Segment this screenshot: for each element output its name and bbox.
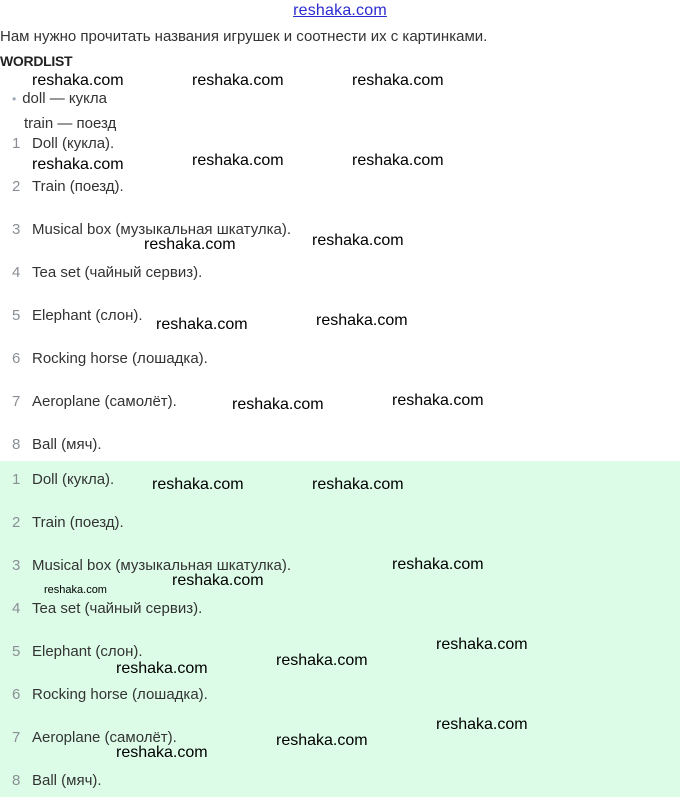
item-number: 8	[12, 436, 21, 453]
watermark-text: reshaka.com	[192, 152, 284, 169]
watermark-text: reshaka.com	[144, 236, 236, 253]
watermark-text: reshaka.com	[352, 152, 444, 169]
watermark-text: reshaka.com	[316, 312, 408, 329]
wordlist-item-text: doll — кукла	[22, 90, 107, 107]
task-text: Нам нужно прочитать названия игрушек и соотнести их с картинками.	[0, 28, 488, 45]
item-text: Tea set (чайный сервиз).	[32, 264, 203, 281]
watermark-text: reshaka.com	[276, 732, 368, 749]
item-number: 4	[12, 264, 21, 281]
watermark-text: reshaka.com	[116, 744, 208, 761]
item-text: Doll (кукла).	[32, 135, 115, 152]
wordlist-title: WORDLIST	[0, 53, 73, 69]
item-text: Doll (кукла).	[32, 471, 115, 488]
item-number: 6	[12, 686, 21, 703]
item-text: Tea set (чайный сервиз).	[32, 600, 203, 617]
item-number: 3	[12, 557, 21, 574]
item-number: 8	[12, 772, 21, 789]
item-text: Elephant (слон).	[32, 643, 143, 660]
watermark-text: reshaka.com	[32, 72, 124, 89]
item-text: Elephant (слон).	[32, 307, 143, 324]
item-text: Musical box (музыкальная шкатулка).	[32, 221, 292, 238]
list-item	[0, 307, 143, 324]
answer-list-item	[0, 686, 208, 703]
watermark-text: reshaka.com	[152, 476, 244, 493]
watermark-text: reshaka.com	[436, 636, 528, 653]
watermark-text: reshaka.com	[172, 572, 264, 589]
item-number: 1	[12, 471, 21, 488]
watermark-text: reshaka.com	[392, 392, 484, 409]
item-text: Ball (мяч).	[32, 436, 102, 453]
watermark-text: reshaka.com	[116, 660, 208, 677]
item-text: Musical box (музыкальная шкатулка).	[32, 557, 292, 574]
answer-list-item	[0, 643, 143, 660]
watermark-text: reshaka.com	[312, 476, 404, 493]
list-item	[0, 135, 114, 152]
bullet-icon: •	[12, 92, 17, 106]
answer-list-item	[0, 772, 102, 789]
watermark-text: reshaka.com	[352, 72, 444, 89]
item-number: 7	[12, 393, 21, 410]
item-number: 5	[12, 307, 21, 324]
list-item	[0, 350, 208, 367]
watermark-text: reshaka.com	[276, 652, 368, 669]
item-number: 7	[12, 729, 21, 746]
watermark-text: reshaka.com	[156, 316, 248, 333]
item-number: 6	[12, 350, 21, 367]
watermark-text: reshaka.com	[232, 396, 324, 413]
list-item	[0, 264, 202, 281]
answer-list-item	[0, 514, 124, 531]
item-text: Aeroplane (самолёт).	[32, 393, 177, 410]
watermark-text: reshaka.com	[392, 556, 484, 573]
item-number: 2	[12, 514, 21, 531]
item-number: 5	[12, 643, 21, 660]
item-text: Train (поезд).	[32, 514, 124, 531]
answer-list-item	[0, 471, 114, 488]
item-number: 3	[12, 221, 21, 238]
wordlist-item	[12, 90, 107, 107]
site-title-link[interactable]: reshaka.com	[293, 2, 387, 19]
watermark-text: reshaka.com	[436, 716, 528, 733]
answer-list-item	[0, 600, 202, 617]
list-item	[0, 178, 124, 195]
item-number: 1	[12, 135, 21, 152]
wordlist-item-clipped: train — поезд	[24, 115, 117, 132]
watermark-text: reshaka.com	[44, 584, 107, 596]
watermark-text: reshaka.com	[312, 232, 404, 249]
item-number: 2	[12, 178, 21, 195]
list-item	[0, 393, 177, 410]
watermark-text: reshaka.com	[192, 72, 284, 89]
item-text: Train (поезд).	[32, 178, 124, 195]
item-text: Rocking horse (лошадка).	[32, 686, 208, 703]
watermark-text: reshaka.com	[32, 156, 124, 173]
item-text: Ball (мяч).	[32, 772, 102, 789]
item-text: Aeroplane (самолёт).	[32, 729, 177, 746]
list-item	[0, 436, 102, 453]
item-text: Rocking horse (лошадка).	[32, 350, 208, 367]
item-number: 4	[12, 600, 21, 617]
